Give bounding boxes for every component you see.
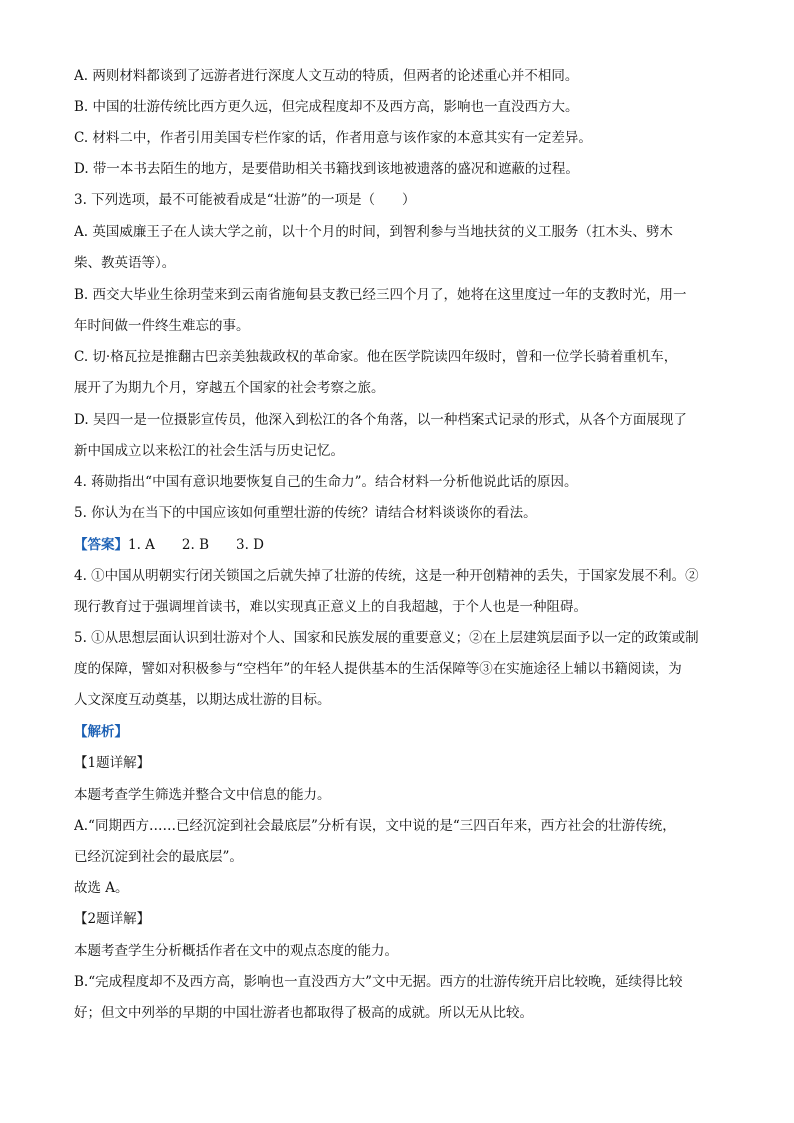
section-1-line1: 本题考查学生筛选并整合文中信息的能力。: [74, 787, 331, 803]
answer-5-line1: 5. ①从思想层面认识到壮游对个人、国家和民族发展的重要意义；②在上层建筑层面予以一定的政策或制: [74, 630, 699, 646]
section-1-line4: 故选 A。: [74, 880, 129, 896]
q3-option-d-line2: 新中国成立以来松江的社会生活与历史记忆。: [74, 443, 344, 459]
analysis-tag: 【解析】: [74, 724, 128, 740]
section-2-line3: 好；但文中列举的早期的中国壮游者也都取得了极高的成就。所以无从比较。: [74, 1005, 533, 1021]
q3-option-c-line2: 展开了为期九个月，穿越五个国家的社会考察之旅。: [74, 380, 385, 396]
answer-4-line1: 4. ①中国从明朝实行闭关锁国之后就失掉了壮游的传统，这是一种开创精神的丢失，于国家发展不利。②: [74, 568, 699, 584]
q3-option-b-line1: B. 西交大毕业生徐玥莹来到云南省施甸县支教已经三四个月了，她将在这里度过一年的支教时光，用一: [74, 287, 687, 303]
section-1-line3: 已经沉淀到社会的最底层”。: [74, 849, 243, 865]
answer-choices: 1. A 2. B 3. D: [128, 537, 265, 553]
q3-option-c-line1: C. 切·格瓦拉是推翻古巴亲美独裁政权的革命家。他在医学院读四年级时，曾和一位学长骑着重机车，: [74, 349, 678, 365]
section-1-title: 【1题详解】: [74, 755, 151, 771]
q2-option-d: D. 带一本书去陌生的地方，是要借助相关书籍找到该地被遗落的盛况和遮蔽的过程。: [74, 161, 579, 177]
answer-line: [74, 535, 724, 555]
q4-stem: 4. 蒋勋指出“中国有意识地要恢复自己的生命力”。结合材料一分析他说此话的原因。: [74, 474, 578, 490]
q2-option-c: C. 材料二中，作者引用美国专栏作家的话，作者用意与该作家的本意其实有一定差异。: [74, 130, 592, 146]
section-2-title: 【2题详解】: [74, 911, 151, 927]
q3-option-a-line2: 柴、教英语等）。: [74, 255, 176, 271]
answer-tag: 【答案】: [74, 537, 128, 553]
answer-4-line2: 现行教育过于强调埋首读书，难以实现真正意义上的自我超越，于个人也是一种阻碍。: [74, 599, 587, 615]
q5-stem: 5. 你认为在当下的中国应该如何重塑壮游的传统？请结合材料谈谈你的看法。: [74, 505, 537, 521]
q3-option-d-line1: D. 吴四一是一位摄影宣传员，他深入到松江的各个角落，以一种档案式记录的形式，从各个方面展现了: [74, 412, 687, 428]
q3-option-a-line1: A. 英国威廉王子在人读大学之前，以十个月的时间，到智利参与当地扶贫的义工服务（扛木头、劈木: [74, 224, 673, 240]
answer-5-line2: 度的保障，譬如对积极参与“空档年”的年轻人提供基本的生活保障等③在实施途径上辅以书籍阅读，为: [74, 661, 682, 677]
section-1-line2: A.“同期西方……已经沉淀到社会最底层”分析有误，文中说的是“三四百年来，西方社会的壮游传统，: [74, 818, 676, 834]
answer-5-line3: 人文深度互动奠基，以期达成壮游的目标。: [74, 692, 331, 708]
q2-option-b: B. 中国的壮游传统比西方更久远，但完成程度却不及西方高，影响也一直没西方大。: [74, 99, 579, 115]
q2-option-a: A. 两则材料都谈到了远游者进行深度人文互动的特质，但两者的论述重心并不相同。: [74, 68, 579, 84]
section-2-line2: B.“完成程度却不及西方高，影响也一直没西方大”文中无据。西方的壮游传统开启比较晚，延续得比较: [74, 974, 683, 990]
q3-option-b-line2: 年时间做一件终生难忘的事。: [74, 318, 250, 334]
q3-stem: 3. 下列选项，最不可能被看成是“壮游”的一项是（ ）: [74, 192, 416, 208]
section-2-line1: 本题考查学生分析概括作者在文中的观点态度的能力。: [74, 943, 398, 959]
